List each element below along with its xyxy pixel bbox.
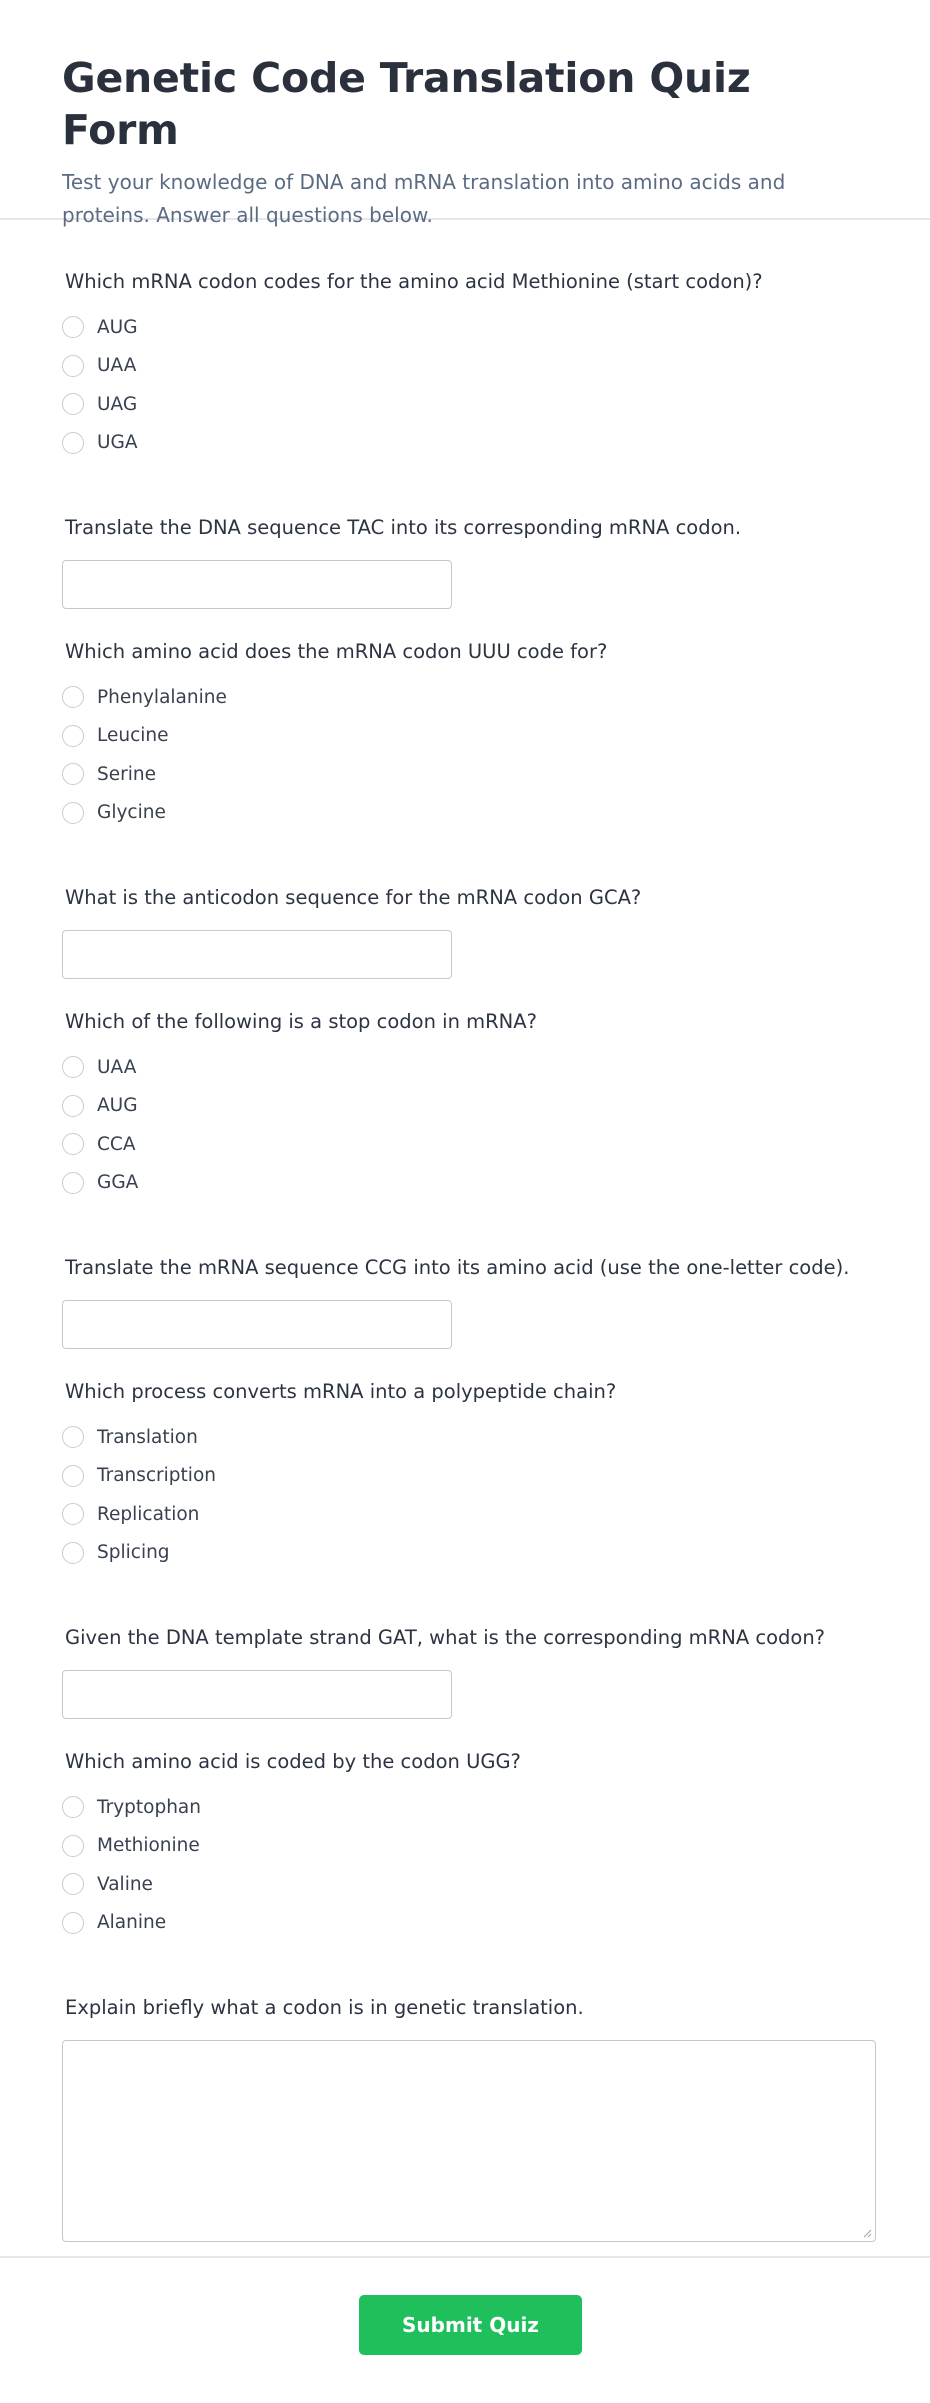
question-1-option-3[interactable]: [62, 385, 868, 424]
question-9-option-3[interactable]: [62, 1865, 868, 1904]
question-1-option-1[interactable]: [62, 308, 868, 347]
question-4-text-input[interactable]: [62, 930, 452, 979]
question-3-options: [62, 678, 868, 832]
radio-button[interactable]: [62, 316, 84, 338]
option-label: Phenylalanine: [97, 686, 227, 708]
question-9-label: Which amino acid is coded by the codon UGG?: [65, 1750, 521, 1773]
option-label: Alanine: [97, 1912, 167, 1934]
question-7-option-1[interactable]: [62, 1418, 868, 1457]
question-7-options: [62, 1418, 868, 1572]
page-subtitle: Test your knowledge of DNA and mRNA translation into amino acids and proteins. Answer all questions below.: [62, 170, 786, 227]
option-label: Valine: [97, 1873, 153, 1895]
option-label: AUG: [97, 1095, 138, 1117]
radio-button[interactable]: [62, 1095, 84, 1117]
option-label: Glycine: [97, 802, 166, 824]
question-8-label: Given the DNA template strand GAT, what is the corresponding mRNA codon?: [65, 1626, 826, 1649]
question-1-option-4[interactable]: [62, 424, 868, 463]
question-6: [62, 1254, 868, 1378]
radio-button[interactable]: [62, 1056, 84, 1078]
option-label: CCA: [97, 1133, 136, 1155]
question-1: [62, 268, 868, 514]
question-5-option-2[interactable]: [62, 1087, 868, 1126]
question-3-option-2[interactable]: [62, 717, 868, 756]
question-3-option-1[interactable]: [62, 678, 868, 717]
radio-button[interactable]: [62, 1172, 84, 1194]
option-label: AUG: [97, 316, 138, 338]
question-7: [62, 1378, 868, 1624]
option-label: Serine: [97, 763, 156, 785]
question-2-text-input[interactable]: [62, 560, 452, 609]
question-9: [62, 1748, 868, 1994]
question-5-options: [62, 1048, 868, 1202]
page-title: Genetic Code Translation Quiz Form: [62, 54, 751, 154]
option-label: GGA: [97, 1172, 139, 1194]
option-label: UAA: [97, 355, 137, 377]
form-footer: [0, 2256, 930, 2403]
question-10-label: Explain briefly what a codon is in genetic translation.: [65, 1996, 584, 2019]
radio-button[interactable]: [62, 1912, 84, 1934]
question-8: [62, 1624, 868, 1748]
question-3: [62, 638, 868, 884]
question-1-options: [62, 308, 868, 462]
question-3-option-3[interactable]: [62, 755, 868, 794]
option-label: UGA: [97, 432, 138, 454]
question-5-label: Which of the following is a stop codon in mRNA?: [65, 1010, 537, 1033]
radio-button[interactable]: [62, 355, 84, 377]
radio-button[interactable]: [62, 1426, 84, 1448]
question-2: [62, 514, 868, 638]
question-9-option-4[interactable]: [62, 1904, 868, 1943]
radio-button[interactable]: [62, 1873, 84, 1895]
radio-button[interactable]: [62, 1542, 84, 1564]
radio-button[interactable]: [62, 1503, 84, 1525]
question-4-label: What is the anticodon sequence for the mRNA codon GCA?: [65, 886, 642, 909]
question-6-text-input[interactable]: [62, 1300, 452, 1349]
radio-button[interactable]: [62, 725, 84, 747]
form-header: [0, 0, 930, 227]
radio-button[interactable]: [62, 1835, 84, 1857]
radio-button[interactable]: [62, 393, 84, 415]
question-2-label: Translate the DNA sequence TAC into its corresponding mRNA codon.: [65, 516, 742, 539]
quiz-form: [0, 220, 930, 2242]
resize-grip-icon[interactable]: [862, 2228, 872, 2238]
radio-button[interactable]: [62, 1133, 84, 1155]
question-6-label: Translate the mRNA sequence CCG into its amino acid (use the one-letter code).: [65, 1256, 850, 1279]
option-label: Leucine: [97, 725, 169, 747]
question-9-options: [62, 1788, 868, 1942]
option-label: Translation: [97, 1426, 198, 1448]
radio-button[interactable]: [62, 802, 84, 824]
radio-button[interactable]: [62, 686, 84, 708]
question-4: [62, 884, 868, 1008]
question-1-option-2[interactable]: [62, 347, 868, 386]
question-3-option-4[interactable]: [62, 794, 868, 833]
question-8-text-input[interactable]: [62, 1670, 452, 1719]
option-label: Methionine: [97, 1835, 200, 1857]
radio-button[interactable]: [62, 1465, 84, 1487]
question-1-label: Which mRNA codon codes for the amino acid Methionine (start codon)?: [65, 270, 763, 293]
question-7-option-3[interactable]: [62, 1495, 868, 1534]
radio-button[interactable]: [62, 1796, 84, 1818]
question-7-option-4[interactable]: [62, 1534, 868, 1573]
radio-button[interactable]: [62, 763, 84, 785]
submit-quiz-button[interactable]: Submit Quiz: [359, 2295, 582, 2355]
option-label: Replication: [97, 1503, 200, 1525]
option-label: Splicing: [97, 1542, 170, 1564]
option-label: UAG: [97, 393, 138, 415]
question-3-label: Which amino acid does the mRNA codon UUU code for?: [65, 640, 608, 663]
question-5: [62, 1008, 868, 1254]
question-5-option-1[interactable]: [62, 1048, 868, 1087]
option-label: Tryptophan: [97, 1796, 201, 1818]
question-10-textarea[interactable]: [62, 2040, 876, 2242]
radio-button[interactable]: [62, 432, 84, 454]
question-9-option-1[interactable]: [62, 1788, 868, 1827]
question-9-option-2[interactable]: [62, 1827, 868, 1866]
question-7-label: Which process converts mRNA into a polypeptide chain?: [65, 1380, 617, 1403]
question-5-option-4[interactable]: [62, 1164, 868, 1203]
option-label: Transcription: [97, 1465, 216, 1487]
question-10: [62, 1994, 868, 2242]
question-7-option-2[interactable]: [62, 1457, 868, 1496]
question-5-option-3[interactable]: [62, 1125, 868, 1164]
option-label: UAA: [97, 1056, 137, 1078]
